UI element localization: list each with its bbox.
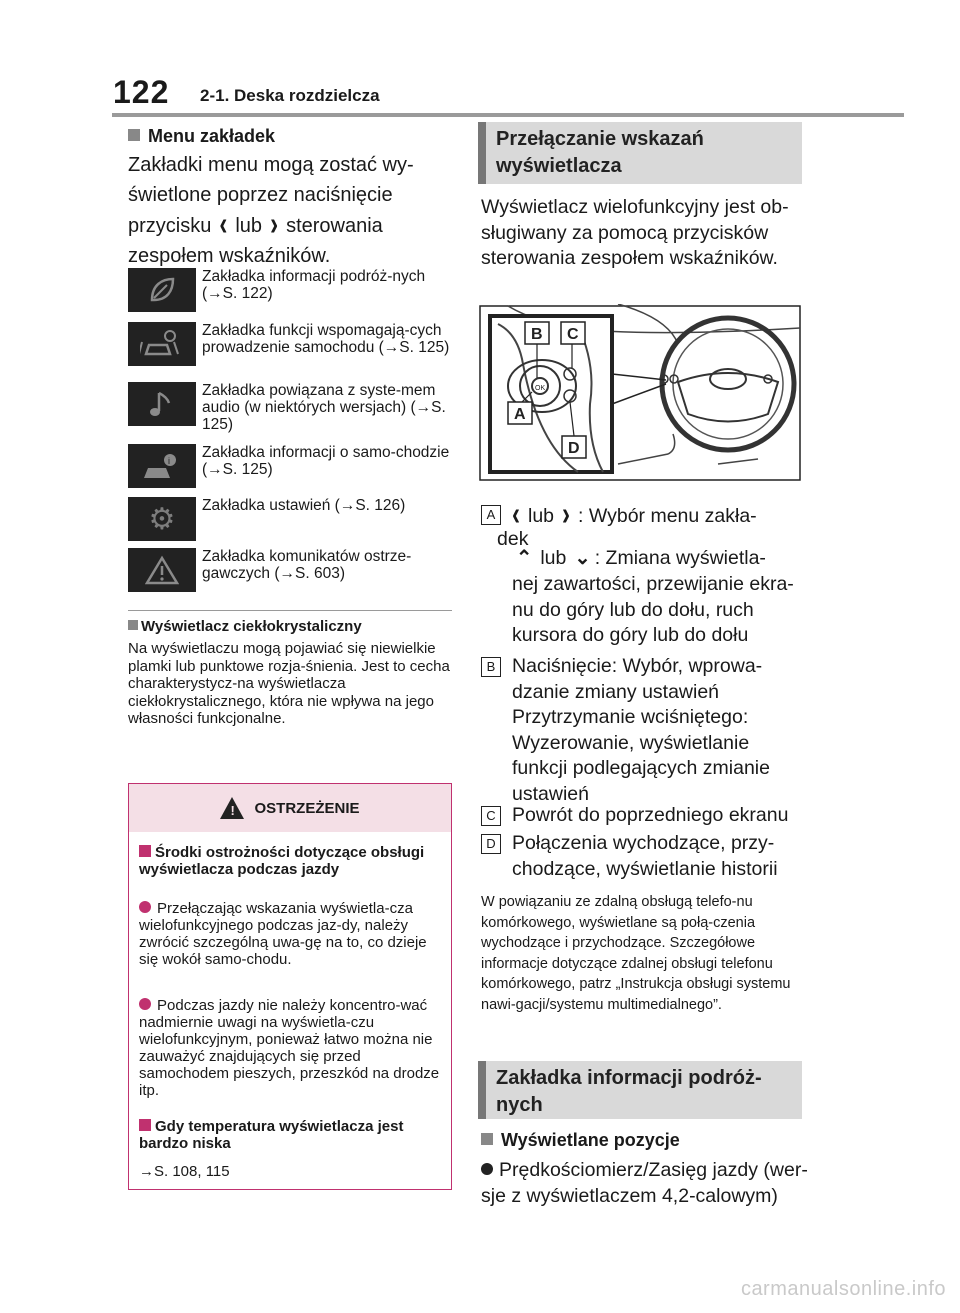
music-note-icon bbox=[128, 382, 196, 426]
lcd-paragraph: Na wyświetlaczu mogą pojawiać się niewielkie plamki lub punktowe rozja-śnienia. Jest to cecha charakterystycz-na wyświetlacza ciekłokrystalicznego, która nie wpływa na jego własności funkcjonalne. bbox=[128, 640, 450, 727]
tab-row-audio: Zakładka powiązana z syste-mem audio (w niektórych wersjach) (→S. 125) bbox=[128, 382, 458, 428]
svg-text:i: i bbox=[168, 456, 170, 466]
tab-row-vehicle: i Zakładka informacji o samo-chodzie (→S. 125) bbox=[128, 444, 458, 490]
chevron-left-icon: ‹ bbox=[219, 205, 228, 244]
speedometer-item: Prędkościomierz/Zasięg jazdy (wer-sje z wyświetlaczem 4,2-calowym) bbox=[481, 1159, 808, 1207]
section-box-trip: Zakładka informacji podróż-nych bbox=[478, 1061, 802, 1119]
label-d-box: D bbox=[481, 834, 501, 854]
square-bullet-icon bbox=[128, 129, 140, 141]
lcd-heading: Wyświetlacz ciekłokrystaliczny bbox=[128, 618, 362, 635]
section-title: 2-1. Deska rozdzielcza bbox=[200, 86, 380, 105]
menu-paragraph: Zakładki menu mogą zostać wy- świetlone poprzez naciśnięcie przycisku ‹ lub › sterowania zespołem wskaźników. bbox=[128, 154, 414, 267]
warning-heading-1: Środki ostrożności dotyczące obsługi wyświetlacza podczas jazdy bbox=[139, 844, 425, 878]
section-box-switching: Przełączanie wskazań wyświetlacza bbox=[478, 122, 802, 184]
a-description-2: ⌃ lub ⌄ : Zmiana wyświetla- bbox=[512, 546, 804, 572]
note-paragraph: W powiązaniu ze zdalną obsługą telefo-nu komórkowego, wyświetlane są połą-czenia wychodzące i przychodzące. Szczegółowe informacje dotyczące zdalnej obsługi telefonu komórkowego, patrz „Instrukcja obsługi systemu nawi-gacji/systemu multimedialnego”. bbox=[481, 894, 791, 1013]
leaf-icon bbox=[128, 268, 196, 312]
label-b-box: B bbox=[481, 657, 501, 677]
label-a-box: A bbox=[481, 505, 501, 525]
svg-text:OK: OK bbox=[535, 385, 546, 392]
round-bullet-icon bbox=[139, 901, 151, 913]
vehicle-info-icon bbox=[128, 444, 196, 488]
square-bullet-icon bbox=[139, 845, 151, 857]
label-b: B bbox=[531, 326, 543, 343]
round-bullet-icon bbox=[481, 1163, 493, 1175]
warning-header: ! OSTRZEŻENIE bbox=[129, 784, 451, 832]
warning-heading-2: Gdy temperatura wyświetlacza jest bardzo niska bbox=[139, 1118, 404, 1152]
watermark: carmanualsonline.info bbox=[740, 1278, 946, 1300]
warning-bullet-1: Przełączając wskazania wyświetla-cza wielofunkcyjnego podczas jaz-dy, należy zwrócić szczególną uwa-gę na to, co dzieje się wokół samo-chodu. bbox=[139, 900, 427, 968]
displayed-items-heading: Wyświetlane pozycje bbox=[481, 1130, 680, 1151]
warning-reference: →S. 108, 115 bbox=[139, 1163, 230, 1180]
page-number: 122 bbox=[113, 74, 170, 110]
tab-row-assist: Zakładka funkcji wspomagają-cych prowadzenie samochodu (→S. 125) bbox=[128, 322, 458, 368]
menu-heading: Menu zakładek bbox=[128, 126, 275, 147]
square-bullet-icon bbox=[481, 1133, 493, 1145]
label-c-box: C bbox=[481, 806, 501, 826]
square-bullet-icon bbox=[128, 620, 138, 630]
driving-assist-icon bbox=[128, 322, 196, 366]
chevron-right-icon: › bbox=[270, 205, 279, 244]
intro-paragraph: Wyświetlacz wielofunkcyjny jest ob-sługiwany za pomocą przycisków sterowania zespołem wskaźników. bbox=[481, 196, 789, 269]
square-bullet-icon bbox=[139, 1119, 151, 1131]
warning-triangle-icon: ! bbox=[220, 797, 244, 819]
chevron-down-icon: ⌄ bbox=[574, 547, 591, 569]
gear-icon: ⚙ bbox=[128, 497, 196, 541]
round-bullet-icon bbox=[139, 998, 151, 1010]
chevron-up-icon: ⌃ bbox=[516, 547, 533, 569]
tab-row-warnings: Zakładka komunikatów ostrze-gawczych (→S. 603) bbox=[128, 548, 458, 594]
a-description: ‹ lub › : Wybór menu zakła- bbox=[512, 495, 757, 534]
divider bbox=[128, 610, 452, 611]
warning-icon bbox=[128, 548, 196, 592]
label-c: C bbox=[567, 326, 579, 343]
chevron-left-icon: ‹ bbox=[512, 495, 520, 534]
warning-bullet-2: Podczas jazdy nie należy koncentro-wać nadmiernie uwagi na wyświetla-czu wielofunkcyjnym, ponieważ łatwo można nie zauważyć znajdujących się przed samochodem pieszych, przeszkód na drodze itp. bbox=[139, 997, 440, 1099]
label-a: A bbox=[514, 406, 526, 423]
tab-row-trip: Zakładka informacji podróż-nych (→S. 122) bbox=[128, 268, 458, 314]
chevron-right-icon: › bbox=[562, 495, 571, 534]
tab-row-settings: ⚙ Zakładka ustawień (→S. 126) bbox=[128, 497, 458, 543]
warning-box bbox=[128, 783, 452, 1190]
steering-wheel-illustration bbox=[478, 304, 802, 482]
label-d: D bbox=[568, 440, 580, 457]
header-rule bbox=[112, 113, 904, 117]
